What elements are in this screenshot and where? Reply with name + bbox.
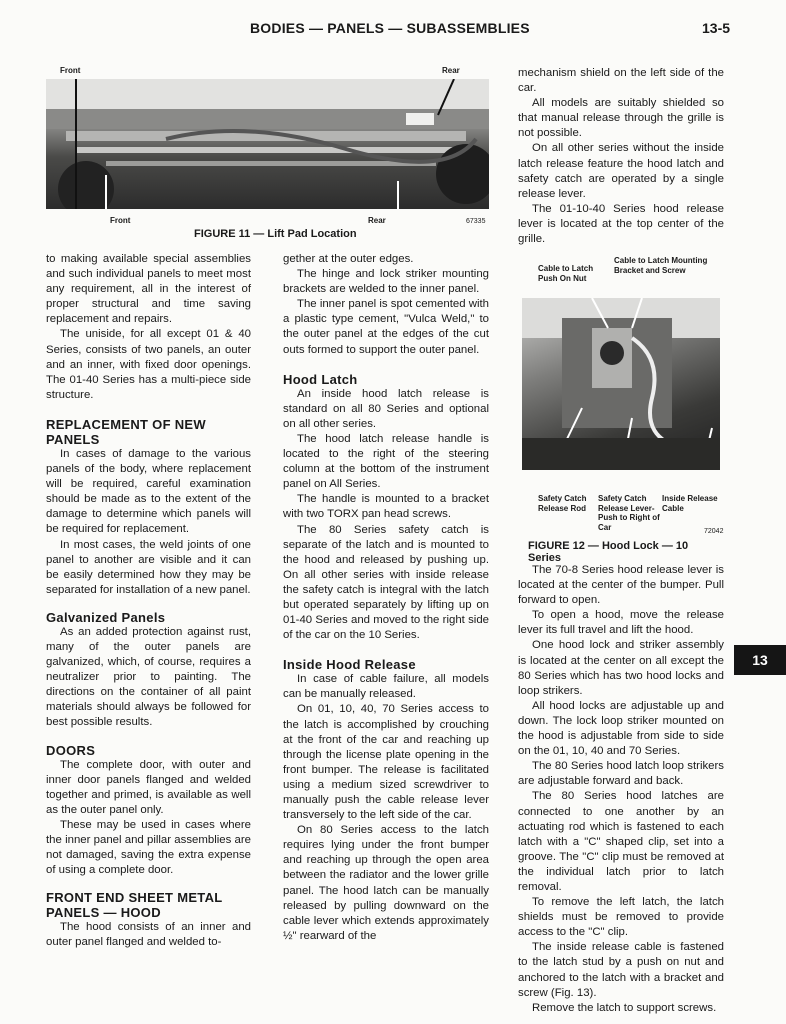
undercarriage-illustration: [46, 79, 489, 209]
page-header: [0, 20, 786, 38]
paragraph: The inner panel is spot cemented with a plastic type cement, "Vulca Weld," to the outer panel at the edges of the cut outs formed to support the outer panel.: [283, 298, 489, 356]
paragraph: These may be used in cases where the inner panel and pillar assemblies are not damaged, saving the extra expense of using a complete door.: [46, 818, 251, 877]
paragraph: In cases of damage to the various panels of the body, where replacement will be required, careful examination should be made as to the extent of the damage to determine which panels will be required for replacement.: [46, 447, 251, 536]
paragraph: On all other series without the inside latch release feature the hood latch and safety catch are operated by a single release lever.: [518, 142, 724, 200]
figure-11-photo-number: 67335: [466, 218, 486, 225]
heading-inside-hood-release: Inside Hood Release: [283, 657, 416, 673]
label-cable-mounting-bracket: Cable to Latch Mounting Bracket and Screw: [614, 256, 708, 275]
hood-lock-photo: [522, 298, 720, 470]
section-tab: 13: [734, 645, 786, 675]
label-safety-catch-release-lever: Safety Catch Release Lever-Push to Right of Car: [598, 494, 660, 532]
paragraph: mechanism shield on the left side of the car.: [518, 67, 724, 95]
paragraph: All hood locks are adjustable up and down. The lock loop striker mounted on the hood is adjustable from side to side on the 01, 10, 40 and 70 Series.: [518, 699, 724, 758]
paragraph: The inside release cable is fastened to the latch stud by a push on nut and anchored to the latch with a bracket and screw (Fig. 13).: [518, 941, 724, 999]
label-inside-release-cable: Inside Release Cable: [662, 494, 718, 513]
paragraph: On 80 Series access to the latch requires lying under the front bumper and reaching up through the open area between the radiator and the lower grille panel. The hood latch can be manually released by pulling downward on the cable lever which extends approximately ½" rearward of the: [283, 824, 489, 942]
figure-11: [46, 62, 490, 242]
paragraph: The hood latch release handle is located to the right of the steering column at the bottom of the instrument panel on All Series.: [283, 432, 489, 491]
paragraph: As an added protection against rust, many of the outer panels are galvanized, which, of course, requires a neutralizer prior to painting. The directions on the container of all paint materials should always be followed for best possible results.: [46, 625, 251, 729]
paragraph: The hinge and lock striker mounting brackets are welded to the inner panel.: [283, 268, 489, 296]
paragraph: The 80 Series hood latches are connected to one another by an actuating rod which is fastened to each latch with a "C" shaped clip, set into a groove. The "C" clip must be removed at the individual latch prior to latch removal.: [518, 790, 724, 893]
column-right-continued: [518, 563, 724, 1016]
header-title: BODIES — PANELS — SUBASSEMBLIES: [250, 20, 530, 36]
figure-11-rear-label-top: Rear: [442, 66, 460, 75]
paragraph: The 01-10-40 Series hood release lever is located at the top center of the grille.: [518, 202, 724, 246]
paragraph: All models are suitably shielded so that manual release through the grille is not possible.: [518, 97, 724, 140]
paragraph: The 80 Series hood latch loop strikers are adjustable forward and back.: [518, 760, 724, 788]
heading-galvanized-panels: Galvanized Panels: [46, 609, 166, 625]
paragraph: Remove the latch to support screws.: [532, 1001, 717, 1014]
hood-lock-illustration: [522, 298, 720, 470]
figure-11-front-label-top: Front: [60, 66, 81, 75]
paragraph: An inside hood latch release is standard on all 80 Series and optional on all other series.: [283, 387, 489, 430]
paragraph: The 70-8 Series hood release lever is located at the center of the bumper. Pull forward to open.: [518, 564, 724, 607]
heading-replacement-new-panels: REPLACEMENT OF NEW PANELS: [46, 416, 206, 447]
paragraph: One hood lock and striker assembly is located at the center on all except the 80 Series which has two hood locks and loop strikers.: [518, 639, 724, 697]
heading-doors: DOORS: [46, 742, 96, 758]
lift-pad-photo: [46, 79, 489, 209]
label-cable-push-nut: Cable to Latch Push On Nut: [538, 264, 594, 283]
label-safety-catch-release-rod: Safety Catch Release Rod: [538, 494, 587, 513]
column-left: [46, 252, 251, 950]
paragraph: gether at the outer edges.: [283, 253, 414, 265]
paragraph: On 01, 10, 40, 70 Series access to the latch is accomplished by crouching at the front of the car and reaching up through the license plate opening in the front bumper. The release is facilitated using a medium sized screwdriver to manually push the cable release lever transversely to the left side of the car.: [283, 703, 489, 822]
paragraph: to making available special assemblies and such individual panels to meet most any requirement, all in the interest of proper structural and time saving replacement and repairs.: [46, 253, 251, 326]
figure-11-front-label-bottom: Front: [110, 216, 131, 225]
paragraph: The handle is mounted to a bracket with two TORX pan head screws.: [283, 493, 489, 521]
column-right: [518, 66, 724, 247]
paragraph: The uniside, for all except 01 & 40 Series, consists of two panels, an outer and an inner, with fixed door openings. The 01-40 Series has a multi-piece side structure.: [46, 328, 251, 401]
heading-front-end-sheet-metal: FRONT END SHEET METAL PANELS — HOOD: [46, 890, 223, 921]
paragraph: The 80 Series safety catch is separate of the latch and is mounted to the hood and released by pushing up. On all other series with inside release the safety catch is integral with the latch but operated separately by lifting up on 01-40 Series and moved to the right side of the car on the 10 Series.: [283, 523, 489, 642]
paragraph: To open a hood, move the release lever its full travel and lift the hood.: [518, 609, 724, 637]
heading-hood-latch: Hood Latch: [283, 371, 358, 387]
figure-12-photo-number: 72042: [704, 528, 724, 535]
paragraph: The complete door, with outer and inner door panels flanged and welded together and primed, is available as well as the outer panel only.: [46, 758, 251, 816]
paragraph: To remove the left latch, the latch shields must be removed to provide access to the "C" clip.: [518, 896, 724, 939]
paragraph: In case of cable failure, all models can be manually released.: [283, 673, 489, 701]
figure-12: [518, 254, 724, 564]
column-middle: [283, 252, 489, 944]
paragraph: The hood consists of an inner and outer panel flanged and welded to-: [46, 921, 251, 949]
paragraph: In most cases, the weld joints of one panel to another are visible and it can be easily determined how they may be separated for installation of a new panel.: [46, 538, 251, 596]
page-number: 13-5: [702, 20, 731, 36]
figure-11-caption: FIGURE 11 — Lift Pad Location: [194, 228, 357, 240]
figure-12-caption: FIGURE 12 — Hood Lock — 10 Series: [528, 540, 689, 564]
figure-11-rear-label-bottom: Rear: [368, 216, 386, 225]
